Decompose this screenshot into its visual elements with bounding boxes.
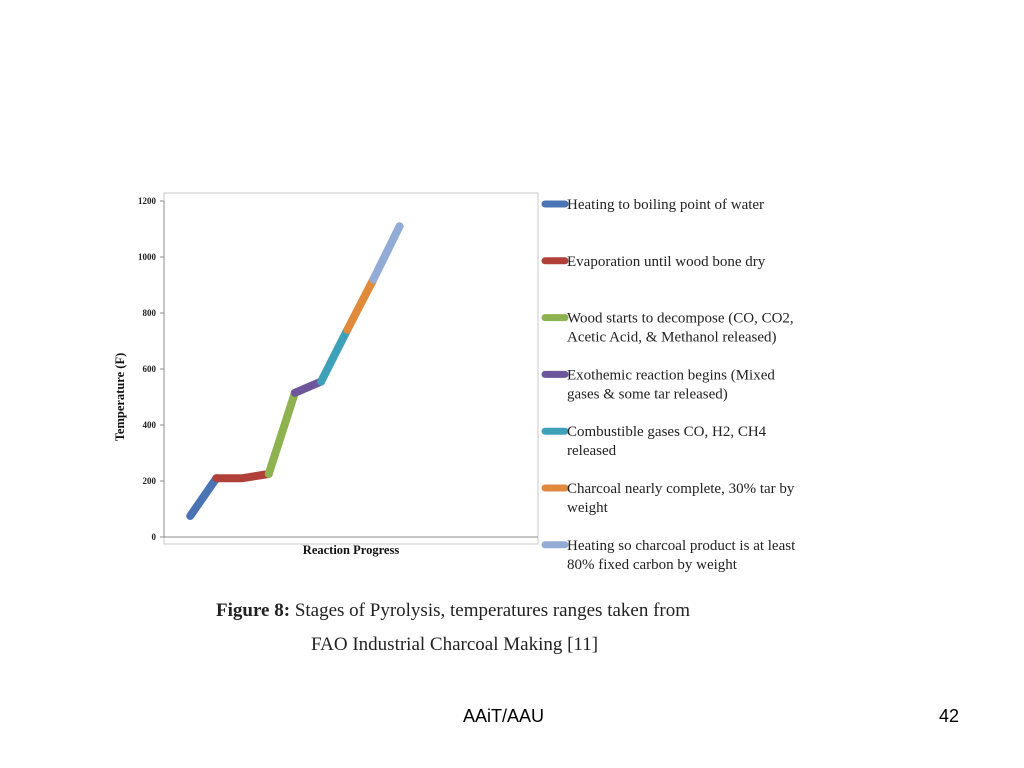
legend-label-2: Evaporation until wood bone dry: [567, 253, 766, 270]
legend-label-6: Charcoal nearly complete, 30% tar by: [567, 481, 795, 497]
legend-label-1: Heating to boiling point of water: [567, 197, 765, 213]
legend-label-5: released: [567, 443, 617, 460]
series-line-7: [373, 226, 399, 279]
legend: [545, 197, 796, 573]
y-tick-label: 400: [142, 420, 156, 430]
caption-text: Stages of Pyrolysis, temperatures ranges taken from: [290, 600, 691, 621]
y-tick-label: 600: [142, 364, 156, 374]
footer-institution: AAiT/AAU: [463, 706, 545, 726]
legend-label-5: Combustible gases CO, H2, CH4: [567, 424, 767, 441]
legend-label-3: Acetic Acid, & Methanol released): [567, 329, 777, 346]
y-tick-label: 800: [142, 308, 156, 318]
y-tick-label: 1000: [138, 252, 156, 262]
y-tick-label: 0: [151, 532, 156, 542]
legend-label-6: weight: [567, 500, 608, 516]
y-axis-title: Temperature (F): [113, 352, 127, 442]
series-line-3: [269, 393, 295, 474]
legend-label-4: Exothemic reaction begins (Mixed: [567, 367, 775, 384]
y-tick-label: 200: [142, 476, 156, 486]
slide-number: 42: [939, 706, 960, 726]
x-axis-title: Reaction Progress: [302, 543, 400, 557]
figure-caption-line2: FAO Industrial Charcoal Making [11]: [311, 634, 599, 655]
legend-label-3: Wood starts to decompose (CO, CO2,: [567, 310, 794, 327]
series-lines: [190, 226, 399, 516]
series-line-1: [190, 478, 216, 516]
series-line-2: [216, 474, 268, 478]
legend-label-4: gases & some tar released): [567, 386, 728, 403]
series-line-5: [321, 330, 347, 382]
series-line-4: [295, 382, 321, 393]
series-line-6: [347, 279, 373, 329]
figure-caption-line1: [216, 600, 816, 622]
legend-label-7: 80% fixed carbon by weight: [567, 556, 737, 573]
y-tick-label: 1200: [138, 196, 156, 206]
plot-frame: [164, 193, 538, 544]
figure-label: Figure 8:: [216, 600, 291, 621]
y-axis: [138, 196, 538, 542]
legend-label-7: Heating so charcoal product is at least: [567, 537, 796, 554]
